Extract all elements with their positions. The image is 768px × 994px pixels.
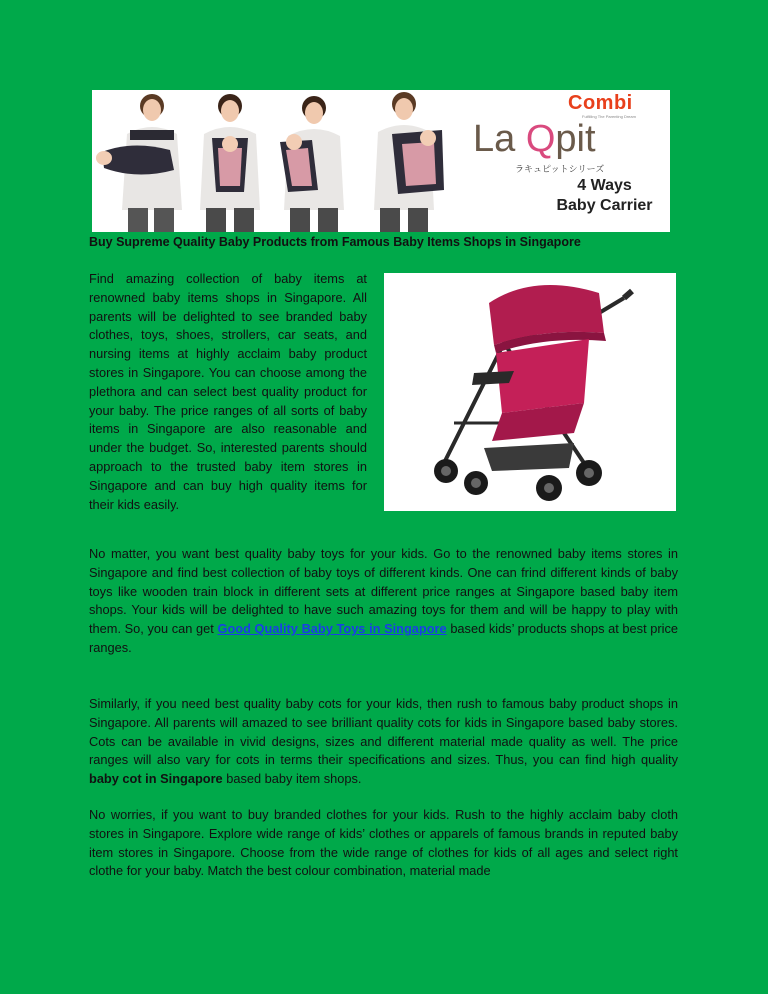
good-quality-baby-toys-link[interactable]: Good Quality Baby Toys in Singapore bbox=[217, 621, 447, 637]
laqpit-kana: ラキュピットシリーズ bbox=[515, 164, 605, 174]
model-3 bbox=[280, 96, 344, 232]
article-heading: Buy Supreme Quality Baby Products from Famous Baby Items Shops in Singapore bbox=[89, 235, 581, 249]
model-2 bbox=[200, 94, 260, 232]
model-4 bbox=[374, 92, 444, 232]
paragraph-cots: Similarly, if you need best quality baby cots for your kids, then rush to famous baby product shops in Singapore. All parents will amazed to see brilliant quality cots for kids in Singapore based baby stores. Cots can be available in vivid designs, sizes and different material made quality as well. The price ranges will also vary for cots in terms their specifications and sizes. Thus, you can find high quality baby cot in Singapore based baby item shops. bbox=[89, 696, 678, 787]
ways-line-2: Baby Carrier bbox=[556, 197, 653, 214]
paragraph-intro: Find amazing collection of baby items at renowned baby items shops in Singapore. All parents will be delighted to see branded baby clothes, toys, shoes, strollers, car seats, and nursing items at highly acclaim baby product stores in Singapore. You can choose among the plethora and can select best quality product for your baby. The price ranges of all sorts of baby items in Singapore are also reasonable and under the budget. So, interested parents should approach to the trusted baby item stores in Singapore and can buy high quality items for their kids easily. bbox=[89, 271, 367, 512]
ways-line-1: 4 Ways bbox=[577, 177, 632, 194]
baby-carrier-banner bbox=[92, 90, 670, 232]
paragraph-clothes: No worries, if you want to buy branded clothes for your kids. Rush to the highly acclaim baby cloth stores in Singapore. Explore wide range of kids’ clothes or apparels of famous brands in reputed baby item stores in Singapore. Choose from the wide range of clothes for kids of all ages and select right clothe for your baby. Match the best colour combination, material made bbox=[89, 807, 678, 879]
laqpit-logo: La Qpit bbox=[473, 118, 596, 160]
stroller-image bbox=[384, 273, 676, 511]
ways-title bbox=[532, 176, 670, 216]
combi-tagline: Fulfilling The Parenting Dream bbox=[582, 114, 636, 119]
combi-logo: Combi bbox=[568, 92, 633, 114]
model-1 bbox=[96, 94, 182, 232]
stroller-illustration bbox=[384, 273, 676, 511]
carrier-models-illustration bbox=[92, 90, 462, 232]
baby-cot-keyword: baby cot in Singapore bbox=[89, 771, 223, 787]
paragraph-toys: No matter, you want best quality baby toys for your kids. Go to the renowned baby items stores in Singapore and find best collection of baby toys of different kinds. One can frind different kinds of baby toys like wooden train block in different sets at different price ranges at Singapore based baby item shops. Your kids will be delighted to have such amazing toys for them and will be happy to play with them. So, you can get Good Quality Baby Toys in Singapore based kids’ products shops at best price ranges. bbox=[89, 546, 679, 655]
